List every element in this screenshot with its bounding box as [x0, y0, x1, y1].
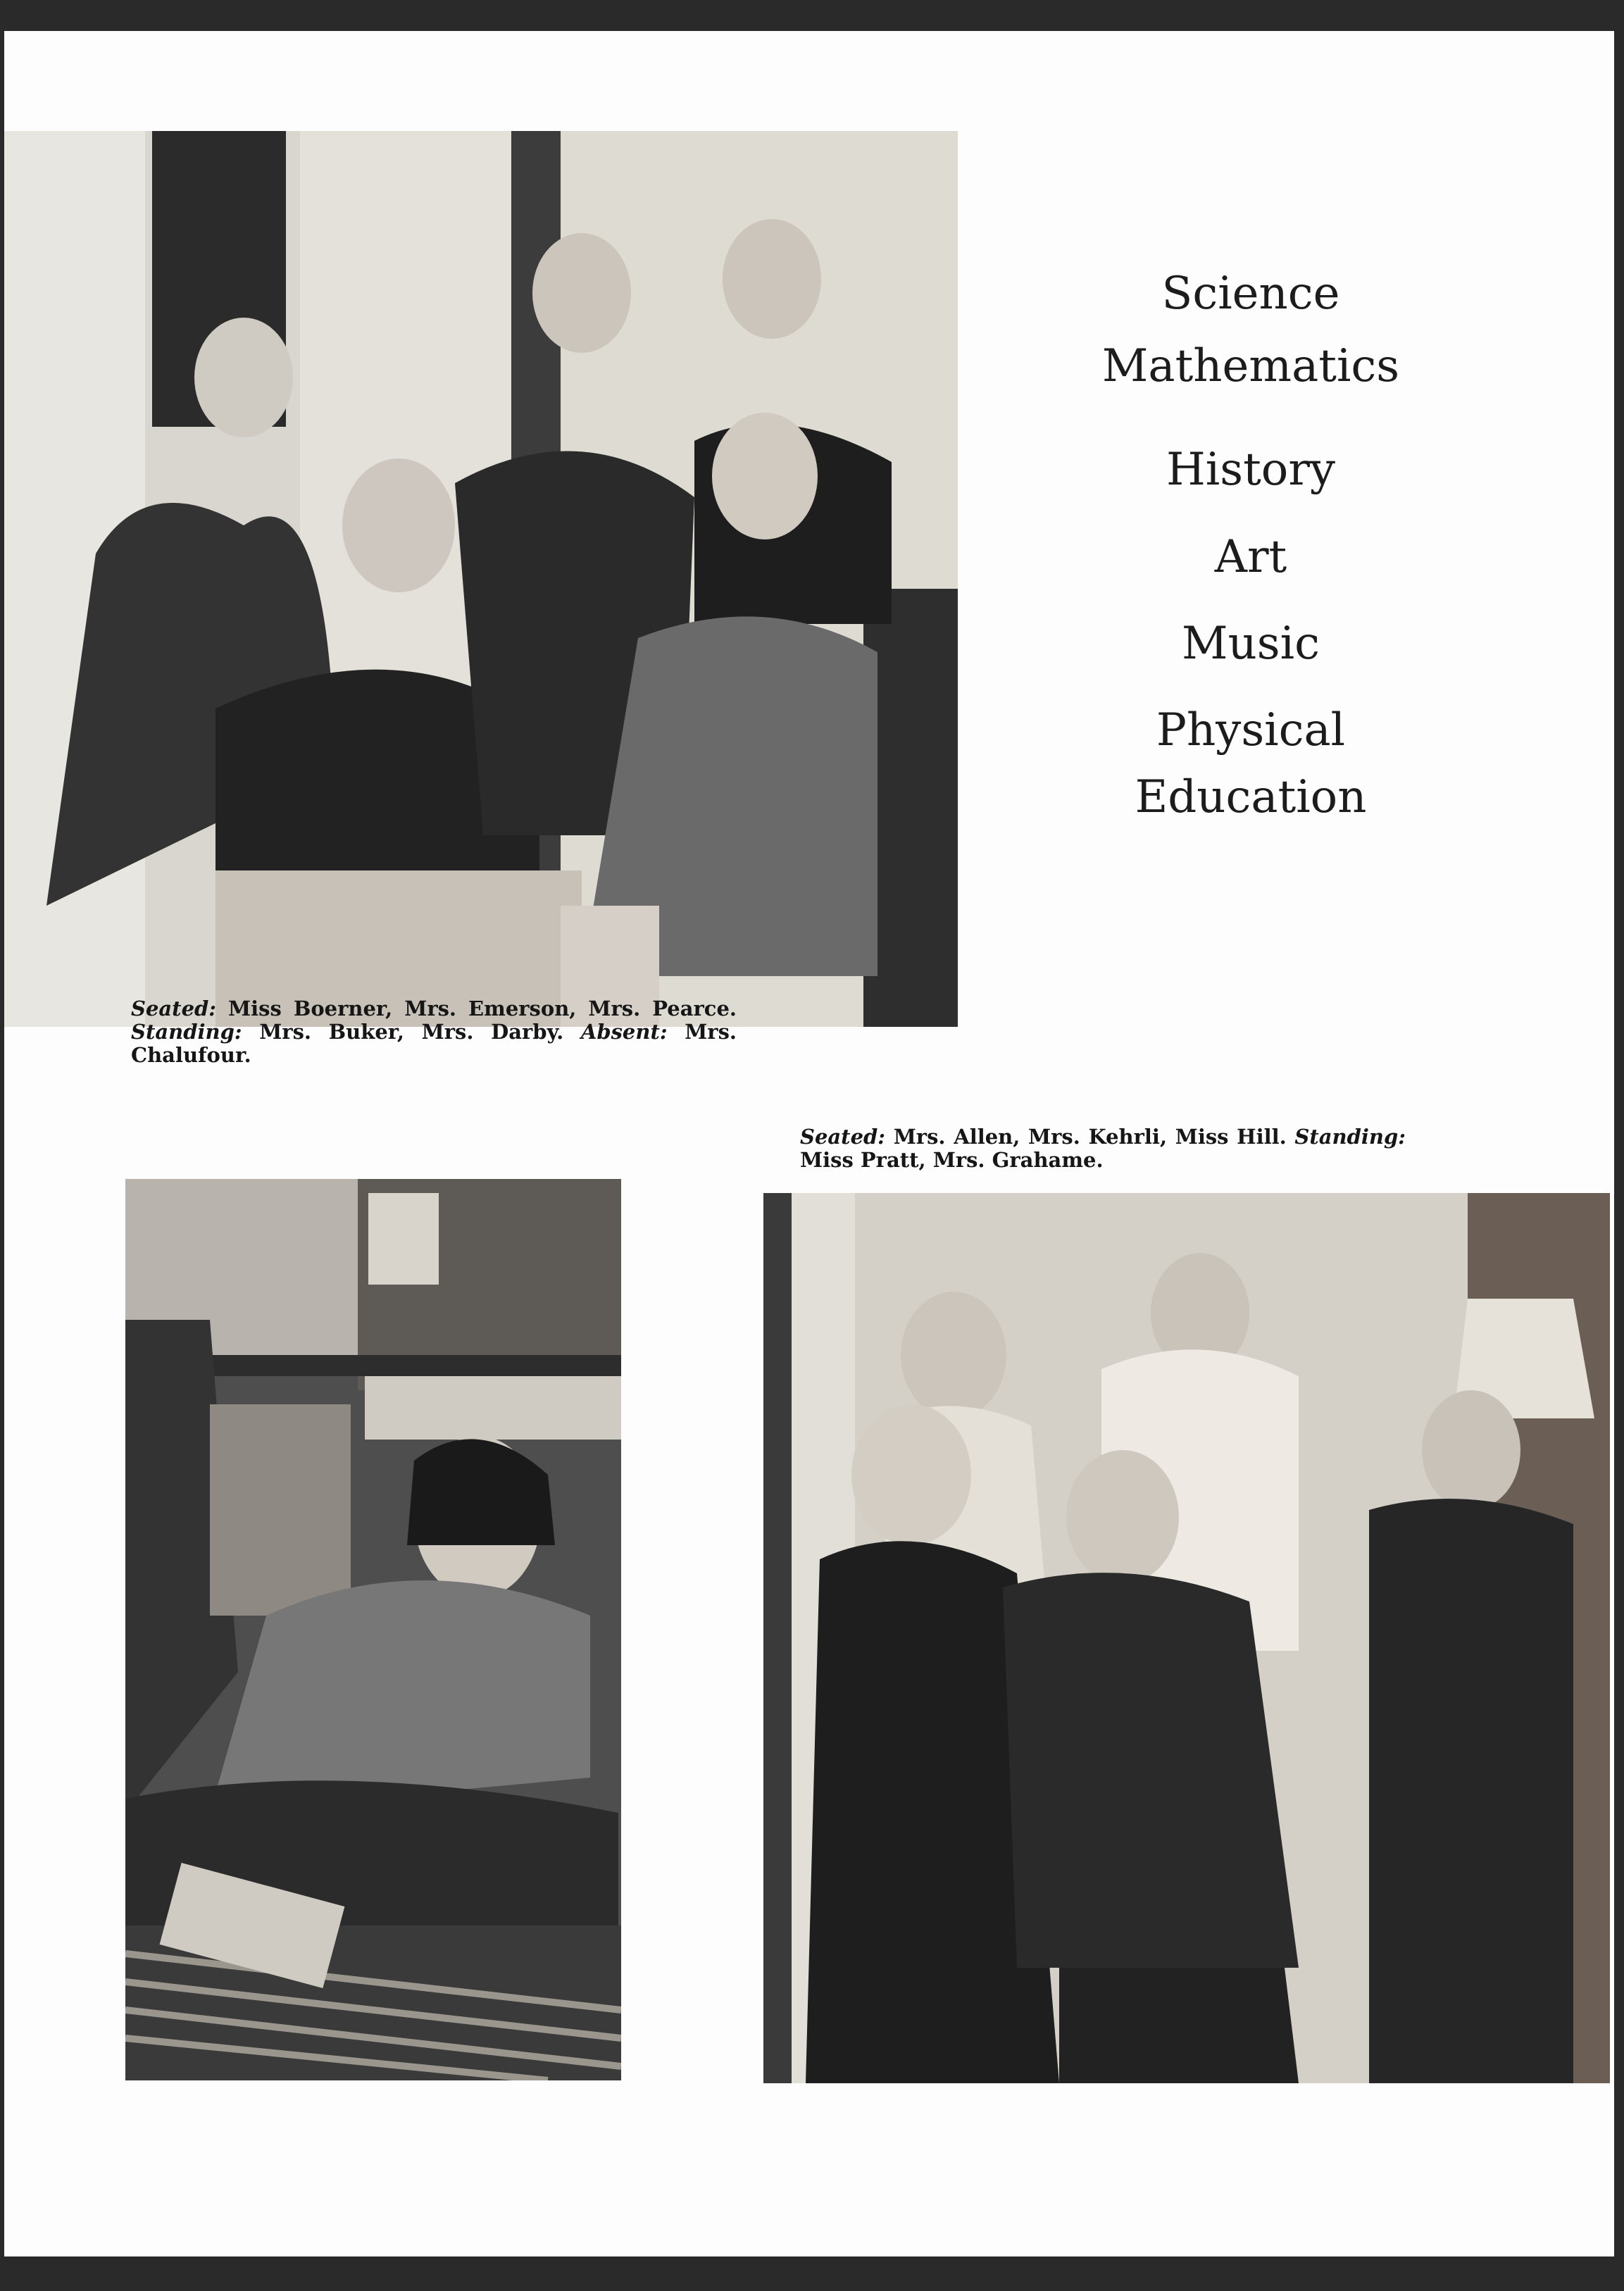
- bottom-right-photo: [763, 1193, 1610, 2083]
- caption-top-absent-label: Absent:: [580, 1020, 668, 1044]
- subject-science: Science: [1161, 268, 1340, 320]
- caption-right-standing-names: Miss Pratt, Mrs. Grahame.: [800, 1148, 1104, 1172]
- subject-education: Education: [1135, 771, 1367, 824]
- caption-right: [800, 1125, 1406, 1172]
- caption-top-absent-names: Mrs. Chalufour.: [131, 1020, 737, 1067]
- caption-right-standing-label: Standing:: [1294, 1125, 1406, 1149]
- subject-music: Music: [1182, 617, 1320, 670]
- bottom-left-photo: [125, 1179, 621, 2080]
- subjects-list: [1004, 268, 1497, 824]
- caption-top-standing-names: Mrs. Buker, Mrs. Darby.: [242, 1020, 581, 1044]
- caption-top: [131, 997, 737, 1067]
- top-group-photo: [4, 131, 958, 1027]
- subject-physical: Physical: [1156, 704, 1346, 756]
- caption-top-seated-names: Miss Boerner, Mrs. Emerson, Mrs. Pearce.: [216, 997, 737, 1020]
- subject-history: History: [1166, 444, 1336, 497]
- caption-right-seated-names: Mrs. Allen, Mrs. Kehrli, Miss Hill.: [885, 1125, 1295, 1149]
- subject-mathematics: Mathematics: [1101, 340, 1400, 393]
- caption-top-standing-label: Standing:: [131, 1020, 242, 1044]
- caption-right-seated-label: Seated:: [800, 1125, 886, 1149]
- subject-art: Art: [1214, 530, 1287, 583]
- yearbook-page: [4, 31, 1614, 2256]
- caption-top-seated-label: Seated:: [131, 997, 217, 1020]
